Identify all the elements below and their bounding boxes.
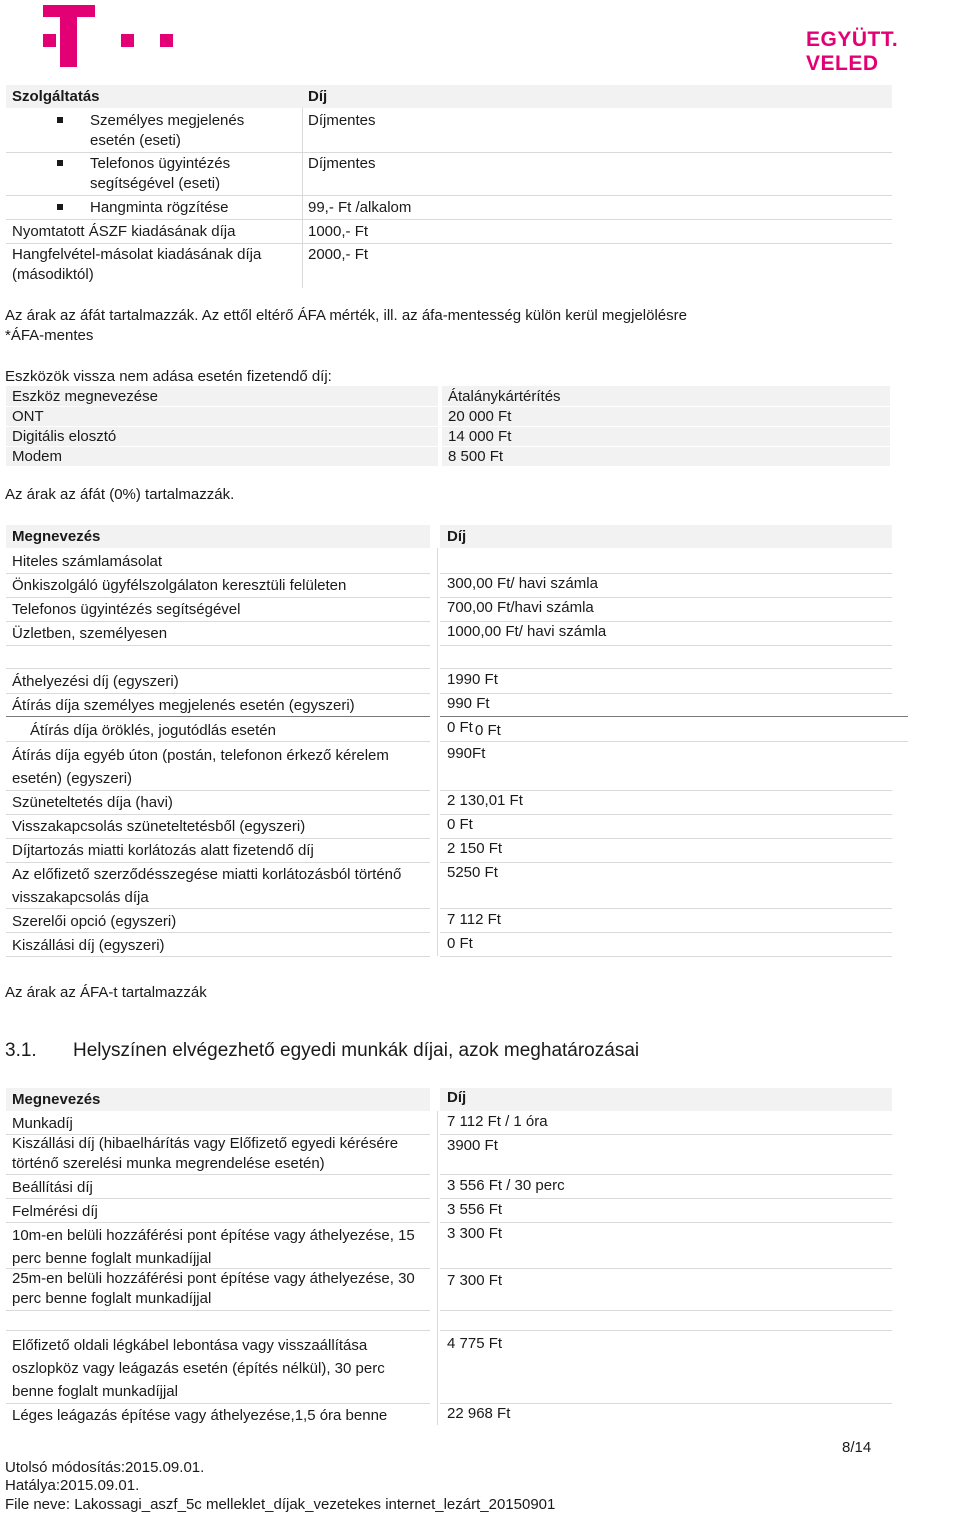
devices-row-name: Digitális elosztó [12, 428, 117, 445]
fees-row-fee: 5250 Ft [447, 864, 498, 881]
works-row-label: perc benne foglalt munkadíjjal [12, 1290, 212, 1307]
works-row-fee: 3 556 Ft [447, 1201, 503, 1218]
devices-header-fee: Átalánykártérítés [448, 388, 561, 405]
page-number: 8/14 [842, 1439, 872, 1456]
services-header-fee: Díj [308, 88, 328, 105]
fees-row-fee: 2 130,01 Ft [447, 792, 523, 809]
fees-row-label: Áthelyezési díj (egyszeri) [12, 673, 179, 690]
works-row-label: Léges leágazás építése vagy áthelyezése,1,5 óra benne [12, 1407, 388, 1424]
fees-row-fee-extra: 0 Ft [475, 722, 501, 739]
fees-row-label: Kiszállási díj (egyszeri) [12, 937, 165, 954]
works-row-label: 25m-en belüli hozzáférési pont építése vagy áthelyezése, 30 [12, 1270, 415, 1287]
fees-row-fee: 7 112 Ft [447, 911, 501, 928]
fees-row-fee: 2 150 Ft [447, 840, 503, 857]
works-row-label: történő szerelési munka megrendelése esetén) [12, 1155, 325, 1172]
vat-note: Az árak az áfát tartalmazzák. Az ettől eltérő ÁFA mérték, ill. az áfa-mentesség külön kerül megjelölésre [5, 307, 687, 324]
invoice-copy-row: Üzletben, személyesen [12, 625, 168, 642]
fees-row-fee: 990Ft [447, 745, 486, 762]
services-row-label: Hangfelvétel-másolat kiadásának díja [12, 246, 262, 263]
fees-row-label: Díjtartozás miatti korlátozás alatt fizetendő díj [12, 842, 314, 859]
services-row-label: esetén (eseti) [90, 132, 181, 149]
services-header-service: Szolgáltatás [12, 88, 100, 105]
devices-row-fee: 8 500 Ft [448, 448, 504, 465]
works-row-fee: 3 300 Ft [447, 1225, 503, 1242]
works-row-fee: 4 775 Ft [447, 1335, 503, 1352]
services-row-fee: 2000,- Ft [308, 246, 369, 263]
works-row-fee: 3900 Ft [447, 1137, 498, 1154]
services-row-fee: 99,- Ft /alkalom [308, 199, 412, 216]
brand-slogan: EGYÜTT. VELED [806, 28, 899, 75]
services-row-fee: Díjmentes [308, 112, 376, 129]
works-row-fee: 22 968 Ft [447, 1405, 511, 1422]
services-row-fee: 1000,- Ft [308, 223, 369, 240]
works-row-label: Felmérési díj [12, 1203, 98, 1220]
fees-row-label: visszakapcsolás díja [12, 889, 149, 906]
works-row-label: Beállítási díj [12, 1179, 93, 1196]
invoice-copy-fee: 700,00 Ft/havi számla [447, 599, 594, 616]
works-row-label: Munkadíj [12, 1115, 73, 1132]
devices-row-name: ONT [12, 408, 44, 425]
footer-filename: File neve: Lakossagi_aszf_5c melleklet_díjak_vezetekes internet_lezárt_20150901 [5, 1496, 556, 1513]
works-header-fee: Díj [447, 1089, 467, 1106]
works-row-label: Kiszállási díj (hibaelhárítás vagy Előfizető egyedi kérésére [12, 1135, 399, 1152]
services-row-label: Telefonos ügyintézés [90, 155, 231, 172]
section-title: Helyszínen elvégezhető egyedi munkák díjai, azok meghatározásai [73, 1040, 640, 1061]
fees-row-fee: 990 Ft [447, 695, 490, 712]
vat-included-note: Az árak az ÁFA-t tartalmazzák [5, 984, 207, 1001]
section-number: 3.1. [5, 1040, 37, 1061]
devices-header-name: Eszköz megnevezése [12, 388, 158, 405]
footer-modified: Utolsó módosítás:2015.09.01. [5, 1459, 205, 1476]
works-row-label: 10m-en belüli hozzáférési pont építése vagy áthelyezése, 15 [12, 1227, 415, 1244]
vat-zero-note: Az árak az áfát (0%) tartalmazzák. [5, 486, 235, 503]
fees-row-fee: 0 Ft [447, 719, 473, 736]
services-row-fee: Díjmentes [308, 155, 376, 172]
works-row-fee: 3 556 Ft / 30 perc [447, 1177, 565, 1194]
fees-row-label: Szerelői opció (egyszeri) [12, 913, 177, 930]
invoice-copy-fee: 1000,00 Ft/ havi számla [447, 623, 607, 640]
devices-intro: Eszközök vissza nem adása esetén fizetendő díj: [5, 368, 332, 385]
works-row-label: perc benne foglalt munkadíjjal [12, 1250, 212, 1267]
services-row-label: Személyes megjelenés [90, 112, 245, 129]
works-row-label: Előfizető oldali légkábel lebontása vagy visszaállítása [12, 1337, 368, 1354]
works-row-fee: 7 112 Ft / 1 óra [447, 1113, 548, 1130]
fees-row-label: esetén) (egyszeri) [12, 770, 133, 787]
fees-row-label: Átírás díja személyes megjelenés esetén (egyszeri) [12, 697, 355, 714]
works-row-label: oszlopköz vagy leágazás esetén (építés nélkül), 30 perc [12, 1360, 385, 1377]
fees-header-fee: Díj [447, 528, 467, 545]
fees-row-fee: 1990 Ft [447, 671, 498, 688]
fees-row-label: Visszakapcsolás szüneteltetésből (egyszeri) [12, 818, 306, 835]
works-header-name: Megnevezés [12, 1091, 101, 1108]
fees-row-fee: 0 Ft [447, 935, 473, 952]
services-row-label: segítségével (eseti) [90, 175, 221, 192]
services-row-label: Nyomtatott ÁSZF kiadásának díja [12, 223, 236, 240]
fees-row-fee: 0 Ft [447, 816, 473, 833]
footer-effective: Hatálya:2015.09.01. [5, 1477, 140, 1494]
fees-row-label: Átírás díja egyéb úton (postán, telefonon érkező kérelem [12, 747, 389, 764]
fees-row-label: Átírás díja öröklés, jogutódlás esetén [30, 722, 276, 739]
invoice-copy-fee: 300,00 Ft/ havi számla [447, 575, 598, 592]
fees-row-label: Az előfizető szerződésszegése miatti korlátozásból történő [12, 866, 402, 883]
works-row-label: benne foglalt munkadíjjal [12, 1383, 178, 1400]
services-row-label: (másodiktól) [12, 266, 94, 283]
invoice-copy-title: Hiteles számlamásolat [12, 553, 163, 570]
invoice-copy-row: Önkiszolgáló ügyfélszolgálaton keresztüli felületen [12, 577, 347, 594]
vat-exempt-note: *ÁFA-mentes [5, 327, 94, 344]
invoice-copy-row: Telefonos ügyintézés segítségével [12, 601, 241, 618]
fees-header-name: Megnevezés [12, 528, 101, 545]
devices-row-fee: 14 000 Ft [448, 428, 512, 445]
services-row-label: Hangminta rögzítése [90, 199, 229, 216]
works-row-fee: 7 300 Ft [447, 1272, 503, 1289]
devices-row-fee: 20 000 Ft [448, 408, 512, 425]
fees-row-label: Szüneteltetés díja (havi) [12, 794, 173, 811]
devices-row-name: Modem [12, 448, 63, 465]
